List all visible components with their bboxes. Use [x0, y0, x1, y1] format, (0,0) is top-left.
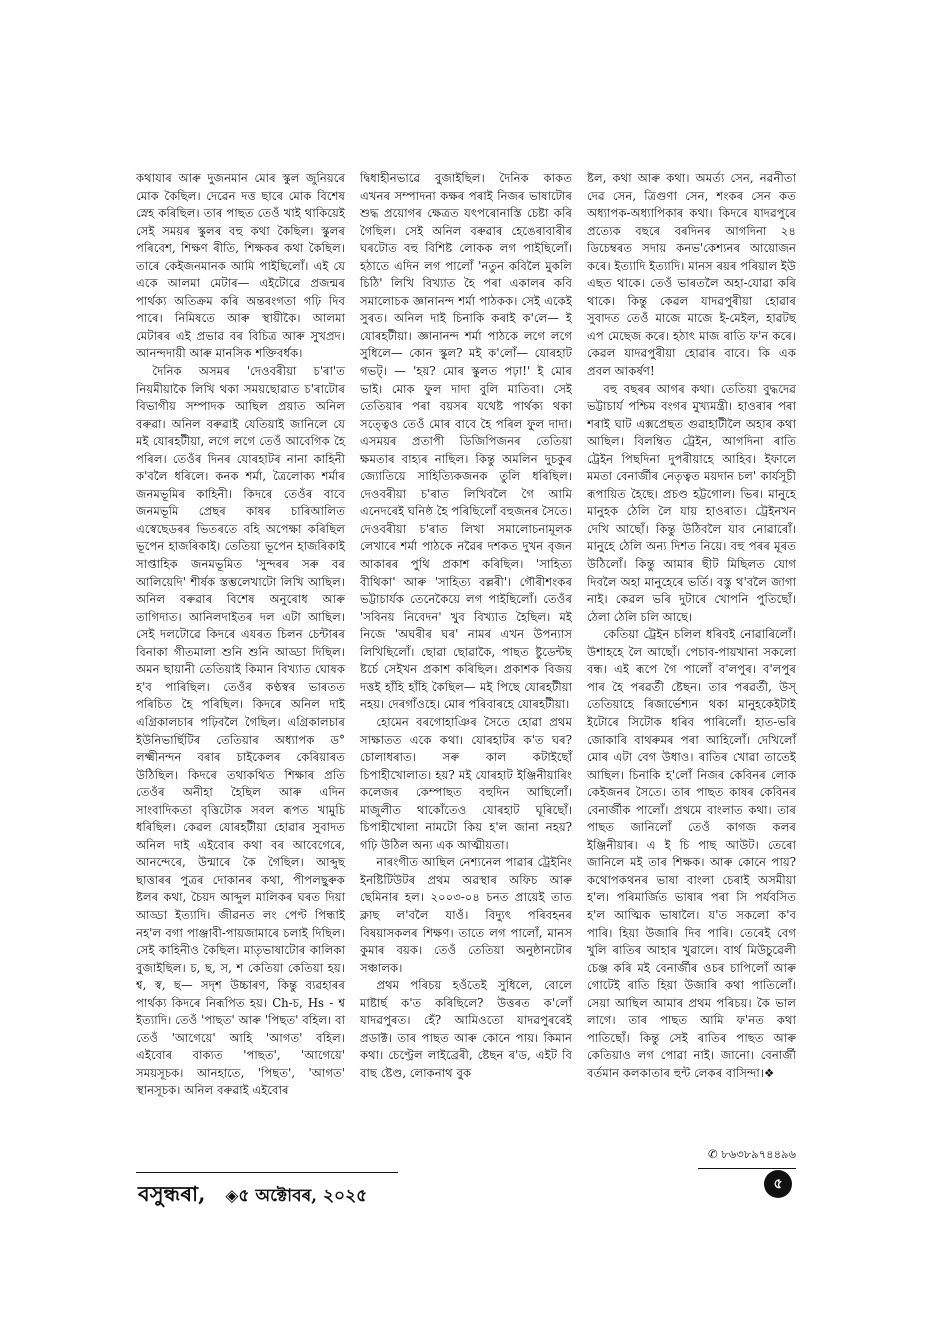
footer-divider [136, 1172, 398, 1173]
article-column-3 [587, 170, 796, 1082]
paragraph: দ্বিধাহীনভাৱে বুজাইছিল। দৈনিক কাকত এখনৰ সম্পাদনা কক্ষৰ পৰাই নিজৰ ভাষাটোৰ শুদ্ধ প্ৰয়োগৰ ক্ষেত্ৰত যৎপৰোনাস্তি চেষ্টা কৰি গৈছিল। সেই অনিল বৰুৱাৰ হেঙেৰাবাৰীৰ ঘৰটোত বহু বিশিষ্ট লোকক লগ পাইছিলোঁ। হঠাতে এদিন লগ পালোঁ 'নতুন কবিলৈ মুকলি চিঠি' লিখি বিখ্যাত হৈ পৰা একালৰ কবি সমালোচক জ্ঞানানন্দ শৰ্মা পাঠকক। সেই একেই সুৰত। অনিল দাই চিনাকি কৰাই ক'লে— ই যোৰহটীয়া। জ্ঞানানন্দ শৰ্মা পাঠকে লগে লগে সুধিলে— কোন স্কুল? মই ক'লোঁ— যোৰহাট গভট্। — 'হয়? মোৰ স্কুলত পঢ়া!' ই মোৰ ভাই। মোক ফুল দাদা বুলি মাতিবা। সেই তেতিয়াৰ পৰা বয়সৰ যথেষ্ট পাৰ্থক্য থকা সত্ত্বেও তেওঁ মোৰ বাবে হৈ পৰিল ফুল দাদা। এসময়ৰ প্ৰতাপী ডিজিপিজনৰ তেতিয়া ক্ষমতাৰ বাহ্যৰ নাছিল। কিন্তু অমলিন দুচকুৰ জ্যোতিয়ে সাহিত্যিকজনক তুলি ধৰিছিল। দেওবৰীয়া চ'ৰাত লিখিবলৈ গৈ আমি এনেদৰেই ঘনিষ্ঠ হৈ পৰিছিলোঁ বহুজনৰ সৈতে। দেওবৰীয়া চ'ৰাত লিখা সমালোচনামূলক লেখাৰে শৰ্মা পাঠকে নৱৈৰ দশকত দুখন বৃজন আকাৰৰ পুথি প্ৰকাশ কৰিছিল। 'সাহিত্য বীথিকা' আৰু 'সাহিত্য বল্লৰী'। গৌৰীশংকৰ ভট্টাচাৰ্যক তেনেকৈয়ে লগ পাইছিলোঁ। তেওঁৰ 'সবিনয় নিবেদন' খুব বিখ্যাত হৈছিল। মই নিজে 'অঘৰীৰ ঘৰ' নামৰ এখন উপন্যাস লিখিছিলোঁ। ছোৱা ছোৱাকৈ, পাছত ষ্টুডেন্টছ ষ্টৰ্চে সেইখন প্ৰকাশ কৰিছিল। প্ৰকাশক বিজয় দত্তই হাঁহি হাঁহি কৈছিল— মই পিছে যোৰহটীয়া নহয়। দেৰগাঁওহে। মোৰ পৰিবাৰহে যোৰহটীয়া। [360, 171, 572, 712]
paragraph: বহু বছৰৰ আগৰ কথা। তেতিয়া বুদ্ধদেৱ ভট্টাচাৰ্য পশ্চিম বংগৰ মুখ্যমন্ত্ৰী। হাওৰাৰ পৰা শৰাই ঘাট এক্সপ্ৰেছত গুৱাহাটীলৈ অহাৰ কথা আছিল। বিলম্বিত ট্ৰেইন, আগদিনা ৰাতি ট্ৰেইন পিছদিনা দুপৰীয়াহে আহিব। ইফালে মমতা বেনাৰ্জীৰ নেতৃত্বত ময়দান চল' কাৰ্যসূচী ৰূপায়িত হৈছে। প্ৰচণ্ড হট্টগোল। ভিৰ। মানুহে মানুহক ঠেলি লৈ যায় হাওৰাত। ট্ৰেইনখন দেখি আছোঁ। কিন্তু উঠিবলৈ যাব নোৱাৰোঁ। মানুহে ঠেলি অন্য দিশত নিয়ে। বহু পৰৰ মূৰত উঠিলোঁ। কিন্তু আমাৰ ছীট মিছিলত যোগ দিবলৈ অহা মানুহেৰে ভৰ্তি। বস্তু থ'বলৈ জাগা নাই। কেৱল ভৰি দুটাৰে খোপনি পুতিছোঁ। ঠেলা ঠেলি চলি আছে। [587, 381, 796, 624]
paragraph: কথাযাৰ আৰু দুজনমান মোৰ স্কুল জুনিয়ৰে মোক কৈছিল। দেৱেন দত্ত ছাৰে মোক বিশেষ স্নেহ কৰিছিল। তাৰ পাছত তেওঁ খাই থাকিয়েই সেই সময়ৰ স্কুলৰ বহু কথা কৈছিল। স্কুলৰ পৰিবেশ, শিক্ষণ ৰীতি, শিক্ষকৰ কথা কৈছিল। তাৰে কেইজনমানক আমি পাইছিলোঁ। এই যে একে আলমা মেটাৰ— এইটোৱে প্ৰজন্মৰ পাৰ্থক্য অতিক্ৰম কৰি অন্তৰংগতা গঢ়ি দিব পাৰে। নিমিষতে আৰু স্থায়ীকৈ। আলমা মেটাৰৰ এই প্ৰভাৱ বৰ বিচিত্ৰ আৰু সুখপ্ৰদ। আনন্দদায়ী আৰু মানসিক শক্তিবৰ্ধক। [136, 171, 345, 361]
paragraph: কেতিয়া ট্ৰেইন চলিল ধৰিবই নোৱাৰিলোঁ। উশাহহে লৈ আছোঁ। পেচাব-পায়খানা সকলো বন্ধ। এই ৰূপে গৈ পালোঁ ব'লপুৰ। ব'লপুৰ পাৰ হৈ পৰৱৰ্তী ষ্টেছন। তাৰ পৰৱৰ্তী, উস্ তেতিয়াহে ৰিজাৰ্ভেশ্যন থকা মানুহকেইটাই ইটোৰে সিটোক ধৰিব পাৰিলোঁ। হাত-ভৰি জোকাৰি বাথৰুমৰ পৰা আহিলোঁ। দেখিলোঁ মোৰ এটা বেগ উধাও। ৰাতিৰ খোৱা তাতেই আছিল। চিনাকি হ'লোঁ নিজৰ কেবিনৰ লোক কেইজনৰ সৈতে। তাৰ পাছত কাষৰ কেবিনৰ বেনাৰ্জীক পালোঁ। প্ৰথমে বাংলাত কথা। তাৰ পাছত জানিলোঁ তেওঁ কাগজ কলৰ ইঞ্জিনীয়াৰ। এ ই চি পাছ আউট। তেৰো জানিলে মই তাৰ শিক্ষক। আৰু কোনে পায়? কথোপকথনৰ ভাষা বাংলা চেৰাই অসমীয়া হ'ল। পৰিমাৰ্জিত ভাষাৰ পৰা সি পৰ্যবসিত হ'ল আত্মিক ভাষালৈ। য'ত সকলো ক'ব পাৰি। হিয়া উজাৰি দিব পাৰি। তেৰেই বেগ খুলি ৰাতিৰ আহাৰ খুৱালে। বাৰ্থ মিউচুৱেলী চেঞ্জ কৰি মই বেনাৰ্জীৰ ওচৰ চাপিলোঁ আৰু গোটেই ৰাতি হিয়া উজাৰি কথা পাতিলোঁ। সেয়া আছিল আমাৰ প্ৰথম পৰিচয়। কৈ ভাল লাগে। তাৰ পাছত আমি ফ'নত কথা পাতিছোঁ। কিন্তু সেই ৰাতিৰ পাছত আৰু কেতিয়াও লগ পোৱা নাই। জানো। বেনাৰ্জী বৰ্তমান কলকাতাৰ হুন্ট লেকৰ বাসিন্দা।❖ [587, 627, 796, 1080]
footer-masthead [138, 1178, 367, 1213]
issue-date: ◈৫ অক্টোবৰ, ২০২৫ [225, 1186, 368, 1206]
paragraph: নাৰংগীত আছিল নেশ্যনেল পাৱাৰ ট্ৰেইনিং ইনষ্টিটিউটৰ প্ৰথম অৱস্থাৰ অফিচ আৰু ছেমিনাৰ হল। ২০০৩-০৪ চনত প্ৰায়েই তাত ক্লাছ ল'বলৈ যাওঁ। বিদ্যুৎ পৰিবহনৰ বিষয়াসকলৰ শিক্ষণ। তাতে লগ পালোঁ, মানস কুমাৰ বয়ক। তেওঁ তেতিয়া অনুষ্ঠানটোৰ সঞ্চালক। [360, 855, 572, 975]
paragraph: হোমেন বৰগোহাঞিৰ সৈতে হোৱা প্ৰথম সাক্ষাতত একে কথা। যোৰহাটৰ ক'ত ঘৰ? চোলাধৰাত। সৰু কাল কটাইছোঁ চিপাহীখোলাত। হয়? মই যোৰহাট ইঞ্জিনীয়াৰিং কলেজৰ কেম্পাছত বহুদিন আছিলোঁ। মাজুলীত থাকোঁতেও যোৰহাট ঘূৰিছোঁ। চিপাহীখোলা নামটো কিয় হ'ল জানা নহয়? গঢ়ি উঠিল অন্য এক আত্মীয়তা। [360, 714, 572, 852]
author-phone: ✆ ৮৬৩৮৯৭৪৪৯৬ [698, 1146, 796, 1169]
paragraph: দৈনিক অসমৰ 'দেওবৰীয়া চ'ৰা'ত নিয়মীয়াকৈ লিখি থকা সময়ছোৱাত চ'ৰাটোৰ বিভাগীয় সম্পাদক আছিল প্ৰয়াত অনিল বৰুৱা। অনিল বৰুৱাই যেতিয়াই জানিলে যে মই যোৰহটীয়া, লগে লগে তেওঁ আবেগিক হৈ পৰিল। তেওঁৰ দিনৰ যোৰহাটৰ নানা কাহিনী ক'বলৈ ধৰিলে। কনক শৰ্মা, ত্ৰৈলোক্য শৰ্মাৰ জনমভূমিৰ কাহিনী। কিদৰে তেওঁৰ বাবে জনমভূমি প্ৰেছৰ কাষৰ চাৰিআলিত এস্বেছেডৰৰ ভিতৰতে বহি অপেক্ষা কৰিছিল ভূপেন হাজৰিকাই। তেতিয়া ভূপেন হাজৰিকাই সাপ্তাহিক জনমভূমিত 'সুন্দৰৰ সৰু বৰ আলিয়েদি' শীৰ্ষক স্তম্ভলেখাটো লিখি আছিল। অনিল বৰুৱাৰ বিশেষ অনুৰোধ আৰু তাগিদাত। আনিলদাইতৰ দল এটা আছিল। সেই দলটোৱে কিদৰে এযৰত চিলন চেন্টাৰৰ বিনাকা গীতমালা শুনি শুনি আড্ডা দিছিল। অমন ছায়ানী তেতিয়াই কিমান বিখ্যাত ঘোষক হ'ব পাৰিছিল। তেওঁৰ কণ্ঠস্বৰ ভাৰতত পৰিচিত হৈ পৰিছিল। কিদৰে অনিল দাই এগ্ৰিকালচাৰ পঢ়িবলৈ গৈছিল। এগ্ৰিকালচাৰ ইউনিভাৰ্ছিটিৰ তেতিয়াৰ অধ্যাপক ড° লক্ষ্মীনন্দন বৰাৰ চাইকেলৰ কেৰিয়াৰত উঠিছিল। কিদৰে তথাকথিত শিক্ষাৰ প্ৰতি তেওঁৰ অনীহা হৈছিল আৰু এদিন সাংবাদিকতা বৃত্তিটোক সবল ৰূপত খামুচি ধৰিছিল। কেৱল যোৰহটীয়া হোৱাৰ সুবাদত অনিল দাই এইবোৰ কথা বৰ আবেগেৰে, আনন্দেৰে, উন্মাৰে কৈ গৈছিল। আব্দুছ ছাত্তাৰৰ পুত্ৰৰ দোকানৰ কথা, পীপলছুৰুক ষ্টলৰ কথা, চৈয়দ আব্দুল মালিকৰ ঘৰত দিয়া আড্ডা ইত্যাদি। জীৱনত লং পেণ্ট পিন্ধাই নহ'ল বগা পাঞ্জাবী-পায়জামাৰে চলাই দিছিল। সেই কাহিনীও কৈছিল। মাতৃভাষাটোৰ কালিকা বুজাইছিল। চ, ছ, স, শ কেতিয়া কেতিয়া হয়। শ্ব, স্ব, ছ— সদৃশ উচ্চাৰণ, কিন্তু ব্যৱহাৰৰ পাৰ্থক্য কিদৰে নিৰূপিত হয়। Ch-চ, Hs - শ্ব ইত্যাদি। তেওঁ 'পাছত' আৰু 'পিছত' বহিল। বা তেওঁ 'আগেয়ে' আহি 'আগত' বহিল। এইবোৰ বাক্যত 'পাছত', 'আগেয়ে' সময়সূচক। আনহাতে, 'পিছত', 'আগত' স্থানসূচক। অনিল বৰুৱাই এইবোৰ [136, 364, 345, 1098]
article-column-1 [136, 170, 345, 1100]
paragraph: প্ৰথম পৰিচয় হওঁতেই সুধিলে, বোলে মাষ্টাৰ্ছ ক'ত কৰিছিলে? উত্তৰত ক'লোঁ যাদৱপুৰত। হেঁ? আমিওতো যাদৱপুৰৰেই প্ৰডাক্ট। তাৰ পাছত আৰু কোনে পায়। কিমান কথা। চেণ্ট্ৰেল লাইব্ৰেৰী, ষ্টেছন ৰ'ড, এইট বি বাছ ষ্টেণ্ড, লোকনাথ বুক [360, 978, 572, 1080]
page-number: ৫ [764, 1170, 792, 1198]
article-column-2 [360, 170, 572, 1082]
paragraph: ষ্টল, কথা আৰু কথা। অমৰ্ত্য সেন, নৱনীতা দেৱ সেন, ত্ৰিগুণা সেন, শংকৰ সেন কত অধ্যাপক-অধ্যাপিকাৰ কথা। কিদৰে যাদৱপুৰে প্ৰত্যেক বছৰে বৰদিনৰ আগদিনা ২৪ ডিচেম্বৰত সদায় কনভ'কেশ্যনৰ আয়োজন কৰে। ইত্যাদি ইত্যাদি। মানস ৰয়ৰ পৰিয়াল ইউ এছত থাকে। তেওঁ ভাৰতলৈ অহা-যোৱা কৰি থাকে। কিন্তু কেৱল যাদৱপুৰীয়া হোৱাৰ সুবাদত তেওঁ মাজে মাজে ই-মেইল, হাৱটছ এপ মেছেজ কৰে। হঠাৎ মাজ ৰাতি ফ'ন কৰে। কেৱল যাদৱপুৰীয়া হোৱাৰ বাবে। কি এক প্ৰবল আকৰ্ষণ! [587, 171, 796, 379]
magazine-title: বসুন্ধৰা, [138, 1181, 206, 1206]
